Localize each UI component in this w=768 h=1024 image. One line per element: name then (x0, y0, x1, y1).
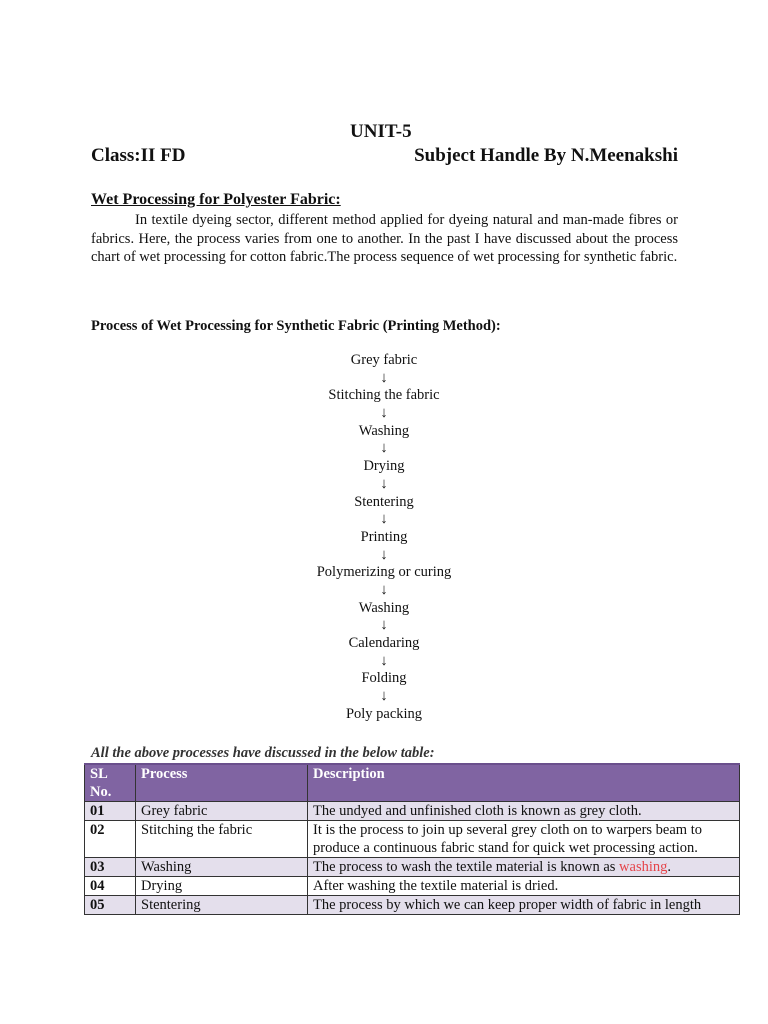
row-description (308, 858, 740, 877)
table-row (85, 896, 740, 915)
header-sl: SL No. (85, 764, 136, 802)
table-row (85, 858, 740, 877)
down-arrow-icon: ↓ (380, 369, 388, 386)
flow-step: Printing (360, 528, 408, 545)
flow-step: Folding (361, 670, 407, 687)
flow-step: Calendaring (348, 635, 420, 651)
row-sl: 05 (85, 896, 136, 915)
flow-step: Stitching the fabric (328, 387, 440, 404)
section-heading: Wet Processing for Polyester Fabric: (91, 191, 341, 208)
subject-handler: Subject Handle By N.Meenakshi (414, 145, 678, 166)
process-subheading: Process of Wet Processing for Synthetic Fabric (Printing Method): (91, 318, 501, 334)
flow-step: Drying (363, 458, 405, 475)
row-process: Grey fabric (136, 802, 308, 821)
intro-text: In textile dyeing sector, different method applied for dyeing natural and man-made fibres or fabrics. Here, the process varies from one to another. In the past I have discussed about the process chart of wet processing for cotton fabric.The process sequence of wet processing for synthetic fabric. (91, 212, 678, 265)
process-table (84, 763, 740, 915)
flow-step: Grey fabric (350, 352, 418, 368)
down-arrow-icon: ↓ (380, 511, 388, 528)
row-process: Washing (136, 858, 308, 877)
class-label: Class:II FD (91, 145, 186, 166)
down-arrow-icon: ↓ (380, 652, 388, 669)
row-description: After washing the textile material is dried. (308, 877, 740, 896)
down-arrow-icon: ↓ (380, 546, 388, 563)
flow-step: Stentering (354, 493, 414, 510)
row-sl: 04 (85, 877, 136, 896)
process-flowchart (234, 352, 534, 723)
description-text: The process to wash the textile material is known as (313, 859, 620, 875)
row-process: Stentering (136, 896, 308, 915)
header-process: Process (136, 764, 308, 802)
down-arrow-icon: ↓ (380, 475, 388, 492)
table-row (85, 802, 740, 821)
flow-step: Poly packing (345, 705, 423, 722)
flow-step: Washing (358, 599, 410, 616)
description-suffix: . (667, 859, 671, 875)
table-row (85, 877, 740, 896)
row-process: Drying (136, 877, 308, 896)
row-sl: 02 (85, 821, 136, 858)
unit-title: UNIT-5 (350, 121, 412, 142)
intro-paragraph (91, 211, 678, 267)
flow-step: Washing (358, 422, 410, 439)
down-arrow-icon: ↓ (380, 440, 388, 457)
down-arrow-icon: ↓ (380, 405, 388, 422)
row-sl: 01 (85, 802, 136, 821)
table-header-row (85, 764, 740, 802)
row-description: The undyed and unfinished cloth is known as grey cloth. (308, 802, 740, 821)
row-description: It is the process to join up several grey cloth on to warpers beam to produce a continuous fabric stand for quick wet processing action. (308, 821, 740, 858)
highlighted-term: washing (619, 859, 668, 875)
row-sl: 03 (85, 858, 136, 877)
down-arrow-icon: ↓ (380, 688, 388, 705)
table-row (85, 821, 740, 858)
header-description: Description (308, 764, 740, 802)
class-line (91, 145, 678, 167)
down-arrow-icon: ↓ (380, 581, 388, 598)
row-description: The process by which we can keep proper width of fabric in length (308, 896, 740, 915)
flow-step: Polymerizing or curing (316, 564, 452, 581)
down-arrow-icon: ↓ (380, 617, 388, 634)
table-caption: All the above processes have discussed in the below table: (91, 745, 435, 761)
row-process: Stitching the fabric (136, 821, 308, 858)
